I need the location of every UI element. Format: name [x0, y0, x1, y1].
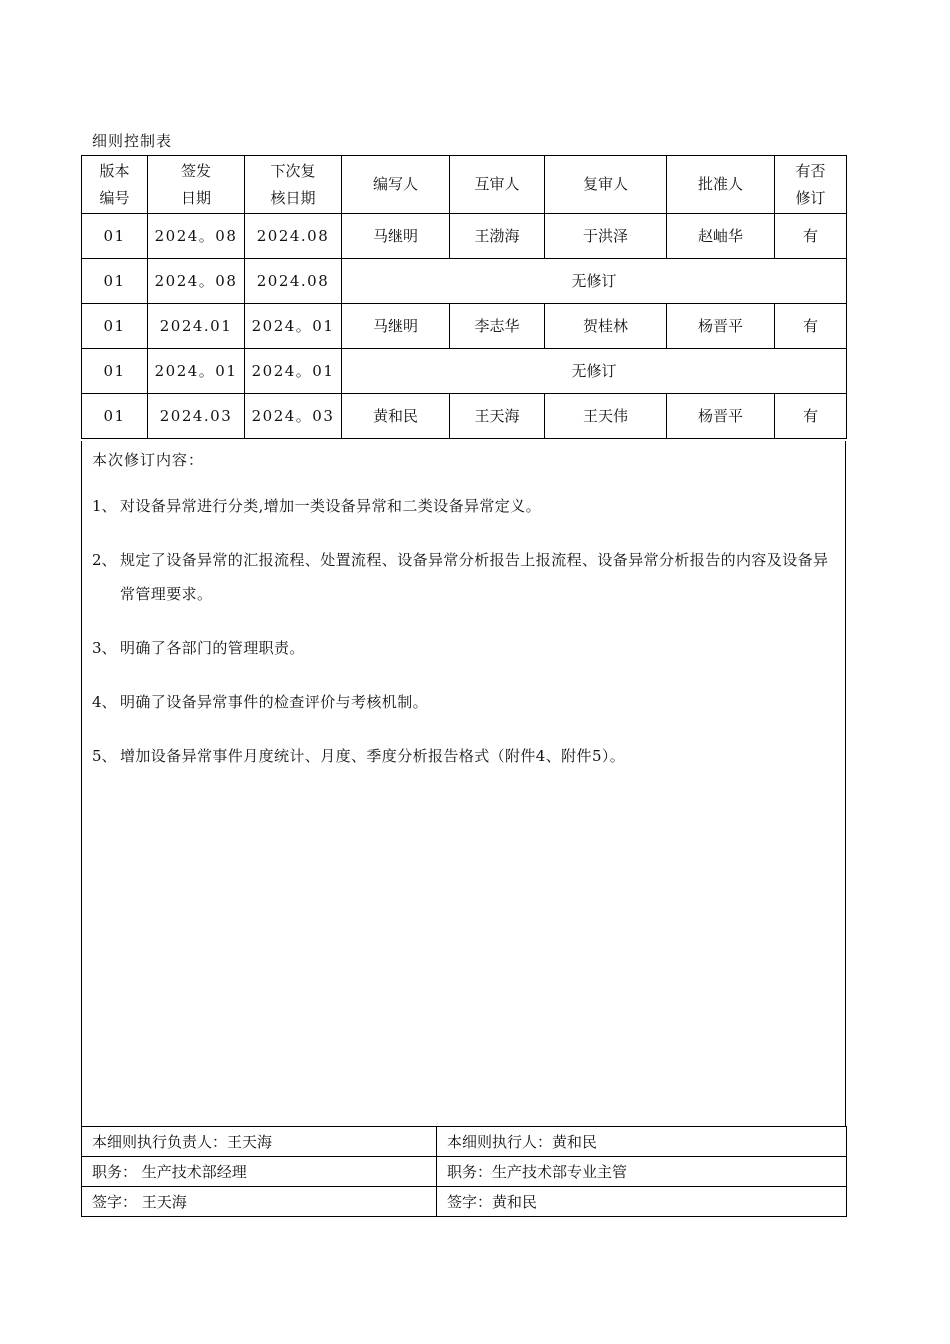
cell-next-review: 2024。03	[245, 394, 342, 439]
cell-no-revision: 无修订	[342, 259, 847, 304]
header-mutual-reviewer: 互审人	[450, 156, 545, 214]
cell-next-review: 2024.08	[245, 259, 342, 304]
list-item-text: 增加设备异常事件月度统计、月度、季度分析报告格式（附件4、附件5）。	[120, 747, 626, 765]
table-row	[82, 259, 847, 304]
cell-issue-date: 2024。08	[148, 214, 245, 259]
cell-reviewer: 于洪泽	[545, 214, 667, 259]
executor-position: 职务：生产技术部专业主管	[437, 1157, 847, 1187]
header-reviewer: 复审人	[545, 156, 667, 214]
header-approver: 批准人	[667, 156, 775, 214]
cell-reviewer: 贺桂林	[545, 304, 667, 349]
list-item	[92, 631, 837, 665]
revision-content-box	[81, 441, 846, 1126]
list-item-text: 明确了各部门的管理职责。	[120, 639, 305, 657]
cell-revised: 有	[775, 214, 847, 259]
cell-next-review: 2024.08	[245, 214, 342, 259]
cell-approver: 杨晋平	[667, 304, 775, 349]
cell-version: 01	[82, 259, 148, 304]
list-item-text: 对设备异常进行分类,增加一类设备异常和二类设备异常定义。	[120, 497, 541, 515]
signoff-table	[81, 1126, 847, 1217]
list-item-number: 3、	[92, 639, 117, 657]
cell-version: 01	[82, 304, 148, 349]
executor-signature: 签字：黄和民	[437, 1187, 847, 1217]
cell-author: 马继明	[342, 304, 450, 349]
cell-author: 马继明	[342, 214, 450, 259]
cell-reviewer: 王天伟	[545, 394, 667, 439]
list-item-number: 4、	[92, 693, 117, 711]
header-revised: 有否 修订	[775, 156, 847, 214]
table-header-row	[82, 156, 847, 214]
executor-person: 本细则执行人：黄和民	[437, 1127, 847, 1157]
control-table	[81, 155, 847, 439]
header-version-number: 版本 编号	[82, 156, 148, 214]
list-item-number: 5、	[92, 747, 117, 765]
signoff-row-signature	[82, 1187, 847, 1217]
cell-mutual-reviewer: 王天海	[450, 394, 545, 439]
responsible-person: 本细则执行负责人：王天海	[82, 1127, 437, 1157]
list-item	[92, 739, 837, 773]
cell-next-review: 2024。01	[245, 349, 342, 394]
revision-content-title: 本次修订内容：	[92, 451, 205, 469]
cell-version: 01	[82, 214, 148, 259]
cell-issue-date: 2024。01	[148, 349, 245, 394]
list-item	[92, 543, 837, 611]
cell-no-revision: 无修订	[342, 349, 847, 394]
cell-version: 01	[82, 394, 148, 439]
list-item	[92, 489, 837, 523]
cell-approver: 杨晋平	[667, 394, 775, 439]
responsible-position: 职务： 生产技术部经理	[82, 1157, 437, 1187]
cell-version: 01	[82, 349, 148, 394]
table-row	[82, 214, 847, 259]
header-issue-date: 签发 日期	[148, 156, 245, 214]
cell-revised: 有	[775, 304, 847, 349]
header-next-review-date: 下次复 核日期	[245, 156, 342, 214]
cell-mutual-reviewer: 李志华	[450, 304, 545, 349]
signoff-row-position	[82, 1157, 847, 1187]
list-item-number: 2、	[92, 551, 117, 569]
table-row	[82, 394, 847, 439]
table-row	[82, 304, 847, 349]
list-item-text: 规定了设备异常的汇报流程、处置流程、设备异常分析报告上报流程、设备异常分析报告的内容及设备异常管理要求。	[120, 551, 829, 603]
list-item-number: 1、	[92, 497, 117, 515]
cell-issue-date: 2024。08	[148, 259, 245, 304]
cell-next-review: 2024。01	[245, 304, 342, 349]
cell-author: 黄和民	[342, 394, 450, 439]
document-title: 细则控制表	[92, 132, 173, 150]
cell-issue-date: 2024.03	[148, 394, 245, 439]
cell-mutual-reviewer: 王渤海	[450, 214, 545, 259]
table-row	[82, 349, 847, 394]
signoff-row-responsible	[82, 1127, 847, 1157]
header-author: 编写人	[342, 156, 450, 214]
responsible-signature: 签字： 王天海	[82, 1187, 437, 1217]
cell-issue-date: 2024.01	[148, 304, 245, 349]
list-item	[92, 685, 837, 719]
list-item-text: 明确了设备异常事件的检查评价与考核机制。	[120, 693, 429, 711]
cell-approver: 赵岫华	[667, 214, 775, 259]
cell-revised: 有	[775, 394, 847, 439]
revision-item-list	[92, 489, 837, 793]
